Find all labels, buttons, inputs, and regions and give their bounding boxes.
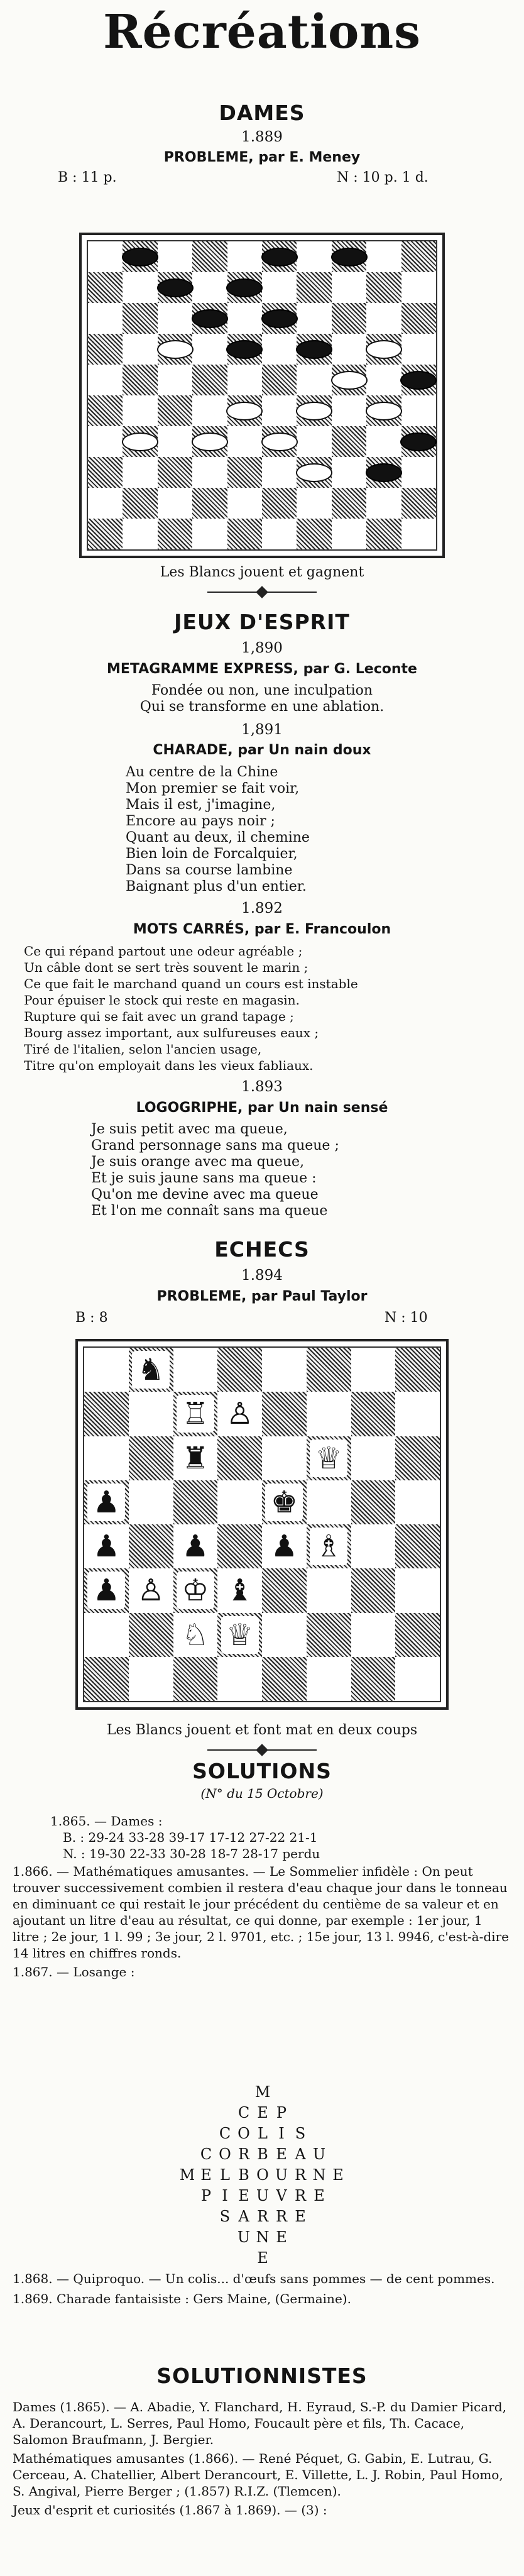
losange-letter: A xyxy=(238,2208,249,2225)
board-square xyxy=(401,395,436,426)
chess-square xyxy=(351,1568,396,1612)
white-draught-piece xyxy=(296,402,332,421)
black-pawn: ♟ xyxy=(177,1527,214,1565)
problem-number-1893: 1.893 xyxy=(241,1079,283,1095)
line-1891-8: Baignant plus d'un entier. xyxy=(126,879,307,894)
white-pawn: ♙ xyxy=(221,1395,259,1433)
chess-square xyxy=(217,1436,262,1480)
chess-square xyxy=(129,1480,173,1524)
line-1891-7: Dans sa course lambine xyxy=(126,862,293,878)
chess-square xyxy=(351,1480,396,1524)
board-square xyxy=(297,426,331,457)
black-draught-piece xyxy=(400,432,437,451)
losange-letter: E xyxy=(257,2249,268,2267)
board-square xyxy=(366,488,401,519)
losange-letter: O xyxy=(219,2145,231,2163)
chess-square xyxy=(307,1613,351,1657)
black-draught-piece xyxy=(261,248,298,267)
chess-square xyxy=(351,1436,396,1480)
line-1892-1: Ce qui répand partout une odeur agréable ; xyxy=(24,944,303,959)
board-square xyxy=(123,488,157,519)
chess-square xyxy=(129,1524,173,1568)
draughts-board xyxy=(79,233,445,558)
solution-1869: 1.869. Charade fantaisiste : Gers Maine, (Germaine). xyxy=(13,2291,351,2306)
black-draught-piece xyxy=(226,340,263,359)
white-draught-piece xyxy=(157,340,194,359)
losange-row xyxy=(143,2125,382,2145)
line-1892-6: Bourg assez important, aux sulfureuses eaux ; xyxy=(24,1025,319,1040)
losange-letter: E xyxy=(295,2208,306,2225)
solution-1867-title: 1.867. — Losange : xyxy=(13,1964,135,1979)
board-square xyxy=(123,334,157,365)
chess-square xyxy=(395,1657,440,1701)
board-square xyxy=(227,365,262,395)
chess-square xyxy=(395,1524,440,1568)
line-1891-4: Encore au pays noir ; xyxy=(126,813,275,829)
solution-1865-title: 1.865. — Dames : xyxy=(50,1814,163,1829)
board-square xyxy=(366,426,401,457)
echecs-caption: Les Blancs jouent et font mat en deux coups xyxy=(106,1722,418,1738)
losange-letter: U xyxy=(275,2166,288,2184)
white-knight: ♘ xyxy=(177,1616,214,1654)
board-square xyxy=(88,519,123,549)
dames-caption: Les Blancs jouent et gagnent xyxy=(160,564,364,580)
solution-1865-white: B. : 29-24 33-28 39-17 17-12 27-22 21-1 xyxy=(63,1830,318,1845)
board-square xyxy=(262,272,297,303)
board-square xyxy=(158,488,192,519)
losange-letter: C xyxy=(219,2125,231,2142)
losange-row xyxy=(143,2187,382,2208)
white-queen: ♕ xyxy=(221,1616,259,1654)
chess-square xyxy=(395,1568,440,1612)
board-square xyxy=(158,395,192,426)
white-queen: ♕ xyxy=(310,1439,347,1477)
solution-1868: 1.868. — Quiproquo. — Un colis... d'œufs sans pommes — de cent pommes. xyxy=(13,2271,495,2286)
board-square xyxy=(227,457,262,488)
section-esprit: JEUX D'ESPRIT xyxy=(174,610,350,634)
white-draught-piece xyxy=(261,432,298,451)
chess-square xyxy=(395,1436,440,1480)
line-1893-4: Et je suis jaune sans ma queue : xyxy=(91,1170,317,1186)
losange-letter: E xyxy=(276,2228,287,2246)
board-square xyxy=(158,303,192,334)
chess-square xyxy=(129,1657,173,1701)
black-draught-piece xyxy=(331,248,368,267)
chess-square xyxy=(173,1657,218,1701)
board-square xyxy=(192,395,227,426)
board-square xyxy=(123,303,157,334)
line-1892-7: Tiré de l'italien, selon l'ancien usage, xyxy=(24,1042,262,1057)
losange-letter: O xyxy=(237,2125,250,2142)
solutions-subtitle: (N° du 15 Octobre) xyxy=(200,1786,324,1801)
losange-letter: E xyxy=(200,2166,212,2184)
losange-letter: A xyxy=(295,2145,306,2163)
board-square xyxy=(297,365,331,395)
chess-square xyxy=(262,1348,307,1392)
draughts-grid xyxy=(87,240,437,551)
board-square xyxy=(366,365,401,395)
board-square xyxy=(332,488,366,519)
losange-letter: S xyxy=(219,2208,231,2225)
chess-square xyxy=(395,1480,440,1524)
chess-square xyxy=(307,1392,351,1436)
white-draught-piece xyxy=(122,432,158,451)
chess-square xyxy=(129,1613,173,1657)
losange-row xyxy=(143,2208,382,2228)
chess-square xyxy=(217,1524,262,1568)
losange-row xyxy=(143,2145,382,2166)
chess-square xyxy=(84,1348,129,1392)
solution-1866: 1.866. — Mathématiques amusantes. — Le Sommelier infidèle : On peut trouver successivement combien il restera d'eau chaque jour dans le tonneau en diminuant ce qui restait le jour précédent du centième de sa valeur et en ajoutant un litre d'eau au résultat, ce qui donne, par exemple : 1er jour, 1 litre ; 2e jour, 1 l. 99 ; 3e jour, 2 l. 9701, etc. ; 15e jour, 13 l. 9946, c'est-à-dire 14 litres en chiffres ronds. xyxy=(13,1864,509,1961)
problem-number-1889: 1.889 xyxy=(241,129,283,145)
white-draught-piece xyxy=(192,432,228,451)
chess-square xyxy=(351,1392,396,1436)
board-square xyxy=(88,303,123,334)
board-square xyxy=(192,241,227,272)
losange-letter: C xyxy=(237,2104,250,2122)
black-pawn: ♟ xyxy=(87,1527,125,1565)
problem-number-1892: 1.892 xyxy=(241,900,283,916)
black-draught-piece xyxy=(192,309,228,328)
losange-letter: U xyxy=(312,2145,326,2163)
losange-letter: N xyxy=(312,2166,326,2184)
problem-number-1894: 1.894 xyxy=(241,1267,283,1284)
losange-row xyxy=(143,2249,382,2270)
chess-square xyxy=(262,1568,307,1612)
losange-letter: E xyxy=(332,2166,344,2184)
chess-square xyxy=(262,1392,307,1436)
black-king: ♚ xyxy=(265,1483,303,1521)
losange-letter: R xyxy=(294,2166,307,2184)
board-square xyxy=(297,272,331,303)
board-square xyxy=(366,519,401,549)
chess-square xyxy=(84,1392,129,1436)
losange-letter: L xyxy=(258,2125,268,2142)
board-square xyxy=(332,303,366,334)
losange-letter: I xyxy=(278,2125,285,2142)
white-bishop: ♗ xyxy=(310,1527,347,1565)
problem-title-1893: LOGOGRIPHE, par Un nain sensé xyxy=(136,1100,388,1116)
problem-title-1894: PROBLEME, par Paul Taylor xyxy=(156,1289,368,1304)
board-square xyxy=(366,272,401,303)
line-1893-2: Grand personnage sans ma queue ; xyxy=(91,1138,339,1153)
chess-square xyxy=(173,1480,218,1524)
echecs-white-count: B : 8 xyxy=(75,1310,108,1326)
chess-grid xyxy=(83,1346,441,1702)
chess-square xyxy=(307,1480,351,1524)
losange-letter: B xyxy=(257,2145,268,2163)
board-square xyxy=(401,272,436,303)
board-square xyxy=(158,241,192,272)
line-1892-5: Rupture qui se fait avec un grand tapage ; xyxy=(24,1009,294,1024)
black-draught-piece xyxy=(261,309,298,328)
board-square xyxy=(401,519,436,549)
black-draught-piece xyxy=(157,278,194,297)
board-square xyxy=(123,395,157,426)
board-square xyxy=(332,519,366,549)
losange-row xyxy=(143,2083,382,2104)
losange-letter: P xyxy=(200,2187,212,2204)
black-draught-piece xyxy=(122,248,158,267)
divider-diamond-2 xyxy=(256,1744,268,1756)
chess-square xyxy=(84,1613,129,1657)
board-square xyxy=(332,457,366,488)
black-draught-piece xyxy=(226,278,263,297)
chess-square xyxy=(351,1657,396,1701)
losange-letter: E xyxy=(238,2187,249,2204)
board-square xyxy=(123,272,157,303)
board-square xyxy=(192,272,227,303)
losange-letter: P xyxy=(276,2104,287,2122)
board-square xyxy=(123,457,157,488)
board-square xyxy=(297,488,331,519)
section-solutions: SOLUTIONS xyxy=(192,1759,332,1783)
losange-letter: V xyxy=(276,2187,287,2204)
problem-title-1889: PROBLEME, par E. Meney xyxy=(163,150,361,165)
white-draught-piece xyxy=(331,371,368,390)
chess-board xyxy=(75,1339,449,1710)
board-square xyxy=(192,457,227,488)
line-1890-1: Fondée ou non, une inculpation xyxy=(151,683,373,698)
board-square xyxy=(88,395,123,426)
line-1892-3: Ce que fait le marchand quand un cours est instable xyxy=(24,976,358,991)
board-square xyxy=(192,488,227,519)
board-square xyxy=(88,272,123,303)
board-square xyxy=(262,395,297,426)
board-square xyxy=(88,241,123,272)
board-square xyxy=(366,241,401,272)
white-draught-piece xyxy=(366,402,402,421)
line-1891-5: Quant au deux, il chemine xyxy=(126,830,310,845)
chess-square xyxy=(262,1657,307,1701)
line-1892-8: Titre qu'on employait dans les vieux fabliaux. xyxy=(24,1058,314,1073)
board-square xyxy=(158,365,192,395)
black-draught-piece xyxy=(366,463,402,482)
losange-letter: B xyxy=(238,2166,249,2184)
section-solutionnistes: SOLUTIONNISTES xyxy=(156,2364,368,2388)
white-draught-piece xyxy=(296,463,332,482)
solutionnistes-block xyxy=(13,2399,511,2518)
chess-square xyxy=(129,1436,173,1480)
board-square xyxy=(227,303,262,334)
black-knight: ♞ xyxy=(132,1351,170,1389)
board-square xyxy=(262,519,297,549)
white-draught-piece xyxy=(366,340,402,359)
board-square xyxy=(332,334,366,365)
board-square xyxy=(262,488,297,519)
solutionnistes-1: Dames (1.865). — A. Abadie, Y. Flanchard, H. Eyraud, S.-P. du Damier Picard, A. Derancourt, L. Serres, Paul Homo, Foucault père et fils, Th. Cacace, Salomon Braufmann, J. Bergier. xyxy=(13,2399,506,2447)
losange-letter: N xyxy=(256,2228,270,2246)
chess-square xyxy=(217,1348,262,1392)
line-1892-2: Un câble dont se sert très souvent le marin ; xyxy=(24,960,308,975)
line-1892-4: Pour épuiser le stock qui reste en magasin. xyxy=(24,993,300,1008)
board-square xyxy=(262,365,297,395)
board-square xyxy=(332,272,366,303)
chess-square xyxy=(351,1613,396,1657)
board-square xyxy=(227,488,262,519)
losange-letter: O xyxy=(256,2166,269,2184)
black-rook: ♜ xyxy=(177,1439,214,1477)
losange-row xyxy=(143,2228,382,2249)
line-1893-1: Je suis petit avec ma queue, xyxy=(91,1121,288,1137)
losange-letter: I xyxy=(222,2187,228,2204)
problem-title-1891: CHARADE, par Un nain doux xyxy=(153,742,371,758)
losange-letter: M xyxy=(179,2166,195,2184)
page-title: Récréations xyxy=(103,5,421,59)
line-1891-6: Bien loin de Forcalquier, xyxy=(126,846,298,862)
losange-letter: U xyxy=(256,2187,270,2204)
line-1893-6: Et l'on me connaît sans ma queue xyxy=(91,1203,328,1219)
losange-grid xyxy=(143,2083,382,2270)
chess-square xyxy=(262,1613,307,1657)
losange-letter: S xyxy=(295,2125,306,2142)
board-square xyxy=(192,365,227,395)
board-square xyxy=(401,241,436,272)
board-square xyxy=(192,519,227,549)
board-square xyxy=(88,426,123,457)
chess-square xyxy=(307,1348,351,1392)
chess-square xyxy=(84,1657,129,1701)
chess-square xyxy=(307,1657,351,1701)
line-1891-2: Mon premier se fait voir, xyxy=(126,781,300,796)
board-square xyxy=(88,457,123,488)
section-echecs: ECHECS xyxy=(214,1237,310,1262)
board-square xyxy=(262,457,297,488)
line-1893-5: Qu'on me devine avec ma queue xyxy=(91,1187,319,1203)
losange-letter: E xyxy=(276,2145,287,2163)
dames-white-count: B : 11 p. xyxy=(58,170,117,185)
board-square xyxy=(123,519,157,549)
problem-title-1890: METAGRAMME EXPRESS, par G. Leconte xyxy=(107,661,417,677)
chess-square xyxy=(217,1480,262,1524)
board-square xyxy=(262,334,297,365)
board-square xyxy=(158,519,192,549)
board-square xyxy=(227,519,262,549)
chess-square xyxy=(217,1657,262,1701)
board-square xyxy=(297,519,331,549)
chess-square xyxy=(395,1613,440,1657)
board-square xyxy=(332,426,366,457)
board-square xyxy=(123,365,157,395)
losange-row xyxy=(143,2104,382,2125)
board-square xyxy=(297,241,331,272)
board-square xyxy=(366,303,401,334)
board-square xyxy=(88,365,123,395)
board-square xyxy=(297,303,331,334)
white-pawn: ♙ xyxy=(132,1571,170,1609)
white-king: ♔ xyxy=(177,1571,214,1609)
white-rook: ♖ xyxy=(177,1395,214,1433)
chess-square xyxy=(84,1436,129,1480)
losange-letter: C xyxy=(200,2145,212,2163)
losange-letter: E xyxy=(314,2187,325,2204)
line-1893-3: Je suis orange avec ma queue, xyxy=(91,1154,305,1170)
black-pawn: ♟ xyxy=(87,1571,125,1609)
line-1891-3: Mais il est, j'imagine, xyxy=(126,797,276,813)
losange-letter: L xyxy=(220,2166,230,2184)
problem-number-1890: 1,890 xyxy=(241,640,283,656)
board-square xyxy=(401,488,436,519)
black-pawn: ♟ xyxy=(265,1527,303,1565)
black-pawn: ♟ xyxy=(87,1483,125,1521)
losange-letter: R xyxy=(275,2208,288,2225)
black-draught-piece xyxy=(400,371,437,390)
chess-square xyxy=(173,1348,218,1392)
board-square xyxy=(227,426,262,457)
board-square xyxy=(158,457,192,488)
losange-letter: R xyxy=(256,2208,269,2225)
losange-letter: M xyxy=(254,2083,271,2101)
chess-square xyxy=(129,1392,173,1436)
solutionnistes-2: Mathématiques amusantes (1.866). — René Péquet, G. Gabin, E. Lutrau, G. Cerceau, A. Chatellier, Albert Derancourt, E. Villette, L. J. Robin, Paul Homo, S. Angival, Pierre Berger ; (1.857) R.I.Z. (Tlemcen). xyxy=(13,2451,503,2499)
divider-diamond xyxy=(256,586,268,598)
dames-black-count: N : 10 p. 1 d. xyxy=(337,170,428,185)
board-square xyxy=(88,334,123,365)
solutions-block xyxy=(13,1813,511,1980)
losange-letter: E xyxy=(257,2104,268,2122)
board-square xyxy=(401,303,436,334)
white-draught-piece xyxy=(226,402,263,421)
black-draught-piece xyxy=(296,340,332,359)
board-square xyxy=(192,334,227,365)
board-square xyxy=(332,395,366,426)
board-square xyxy=(158,426,192,457)
board-square xyxy=(401,334,436,365)
black-bishop: ♝ xyxy=(221,1571,259,1609)
solutions-block-2 xyxy=(13,2271,511,2307)
chess-square xyxy=(351,1348,396,1392)
solution-1865-black: N. : 19-30 22-33 30-28 18-7 28-17 perdu xyxy=(63,1846,320,1861)
section-dames: DAMES xyxy=(219,101,305,125)
echecs-black-count: N : 10 xyxy=(385,1310,428,1326)
chess-square xyxy=(395,1348,440,1392)
line-1891-1: Au centre de la Chine xyxy=(126,764,278,780)
losange-letter: R xyxy=(294,2187,307,2204)
board-square xyxy=(88,488,123,519)
board-square xyxy=(227,241,262,272)
problem-number-1891: 1,891 xyxy=(241,722,283,738)
chess-square xyxy=(351,1524,396,1568)
losange-row xyxy=(143,2166,382,2187)
line-1890-2: Qui se transforme en une ablation. xyxy=(139,699,385,715)
problem-title-1892: MOTS CARRÉS, par E. Francoulon xyxy=(133,922,391,937)
losange-letter: R xyxy=(237,2145,250,2163)
chess-square xyxy=(262,1436,307,1480)
board-square xyxy=(401,457,436,488)
chess-square xyxy=(395,1392,440,1436)
chess-square xyxy=(307,1568,351,1612)
losange-letter: U xyxy=(237,2228,251,2246)
solutionnistes-3: Jeux d'esprit et curiosités (1.867 à 1.869). — (3) : xyxy=(13,2502,327,2518)
